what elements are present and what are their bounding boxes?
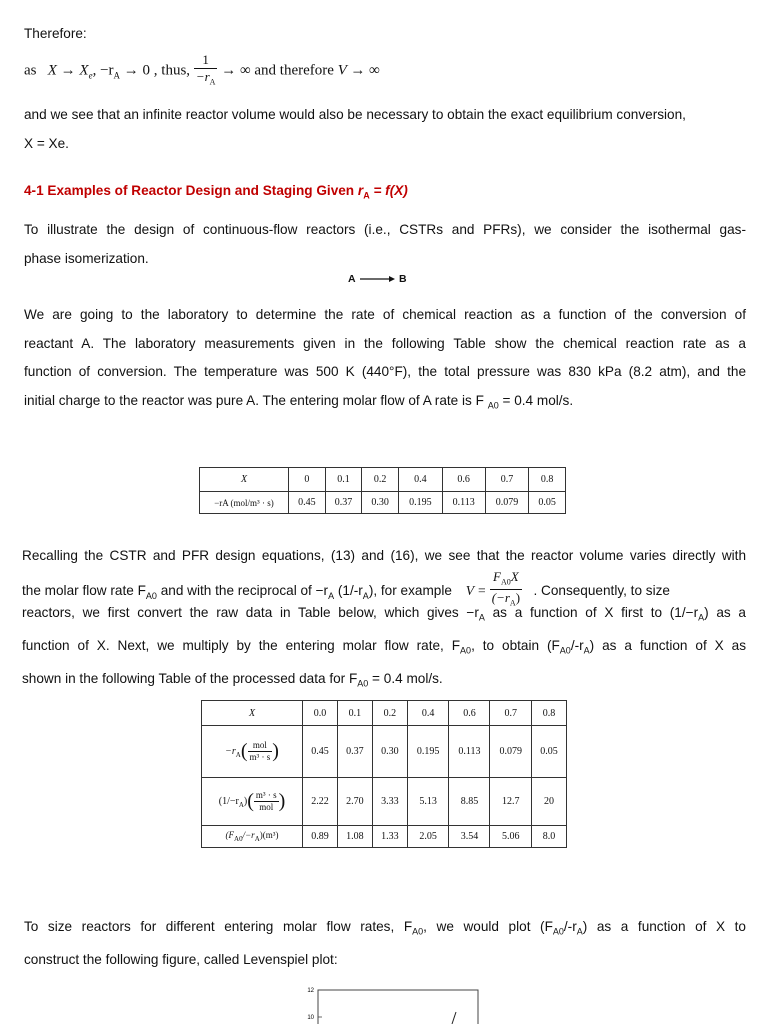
paragraph-laboratory [24,301,746,420]
table2-inv-cell: 3.33 [372,778,407,826]
eq-as: as [24,62,37,79]
recall-l5-b: = 0.4 mol/s. [368,671,443,687]
table2-f-mid: /−r [242,830,255,841]
eq-cond-tail: → 0 , thus, [120,62,191,79]
table2-f-cell: 5.06 [490,826,532,848]
limit-equation [24,52,504,94]
table1-rate-cell: 0.45 [289,492,326,514]
table2-f-cell: 2.05 [407,826,449,848]
table2-inv-sub: A [238,800,244,809]
processed-data-table [201,700,567,848]
table1-x-cell: 0.2 [362,468,399,492]
recall-l4-a: function of X. Next, we multiply by the entering molar flow rate, F [22,638,461,654]
para-infinite-line2: X = Xe. [24,135,69,151]
size-l1-a: To size reactors for different entering molar flow rates, F [24,919,413,934]
eq-v-num: F [493,568,501,584]
table2-f-cell: 3.54 [449,826,490,848]
table1-rate-cell: 0.195 [399,492,443,514]
table1-rate-label: −rA (mol/m³ · s) [200,492,289,514]
size-l2: construct the following figure, called Levenspiel plot: [24,952,338,968]
para-recall-line1: Recalling the CSTR and PFR design equations, (13) and (16), we see that the reactor volume varies directly with [22,548,746,563]
size-l1-sub3: A [576,926,583,937]
table2-inv-cell: 20 [532,778,567,826]
table2-inv-close: ) [243,795,248,807]
table2-inv-cell: 2.70 [337,778,372,826]
eq-v-fraction [490,569,522,611]
eq-frac-den-sub: A [209,77,216,87]
recall-l2-c: (1/-r [334,582,363,598]
table2-rate-sub: A [235,750,241,759]
recall-l3-b: as a function of X first to (1/−r [484,605,699,620]
table2-inv-den: mol [259,802,274,812]
table2-inv-cell: 8.85 [449,778,490,826]
section-heading [24,183,408,201]
size-l1-c: /-r [563,919,577,934]
paragraph-infinite-volume [24,101,746,158]
table2-rate-pre: −r [225,745,236,757]
table1-rate-row [200,492,566,514]
table2-f-cell: 1.33 [372,826,407,848]
table2-rate-cell: 0.113 [449,726,490,778]
eq-cond-sub: e [88,70,93,81]
heading-suffix: = f(X) [369,183,408,198]
table1-rate-cell: 0.05 [529,492,566,514]
table1-x-cell: 0.7 [485,468,529,492]
y-tick-label: 10 [307,1015,314,1021]
table2-f-label [202,826,303,848]
eq-and-therefore: and therefore [254,62,334,79]
design-equation [465,568,526,608]
size-l1-d: ) as a function of X to [582,919,746,934]
table2-x-row [202,701,567,726]
levenspiel-plot [300,982,490,1024]
table2-inv-pre: (1/−r [218,795,239,807]
table2-inv-row [202,778,567,826]
table1-rate-cell: 0.113 [442,492,485,514]
para-illustrate-line2: phase isomerization. [24,250,149,266]
recall-l2-sub2: A [328,590,335,601]
paragraph-illustrate [24,216,746,273]
size-l1-sub: A0 [412,926,424,937]
table2-rate-row [202,726,567,778]
eq-v-arrow: V → ∞ [337,62,380,79]
recall-l5-a: shown in the following Table of the processed data for F [22,671,358,687]
eq-v-den: (−r [491,590,510,606]
para-recall-line2 [22,568,746,608]
recall-l2-d: ), for example [368,582,452,598]
recall-l2-e: . Consequently, to size [533,582,670,598]
table2-inv-cell: 2.22 [303,778,338,826]
eq-v-num-x: X [510,568,519,584]
recall-l3-c: ) as a [704,605,746,620]
para-illustrate-line1: To illustrate the design of continuous-flow reactors (i.e., CSTRs and PFRs), we consider the isothermal gas- [24,222,746,237]
table1-rate-cell: 0.37 [325,492,362,514]
rate-data-table [199,467,566,514]
table1-rate-cell: 0.079 [485,492,529,514]
paragraph-size-reactors [24,913,746,975]
therefore-label: Therefore: [24,26,87,41]
eq-v-den-sub: A [509,598,516,608]
recall-l4-sub3: A [583,645,590,656]
recall-l2-sub3: A [362,590,369,601]
table2-f-pre: (F [225,830,235,841]
reaction-equation [348,273,407,285]
table2-inv-num: m³ · s [255,790,277,800]
table2-f-sub2: A [254,834,260,843]
recall-l4-d: ) as a function of X as [589,638,746,654]
para-infinite-line1: and we see that an infinite reactor volume would also be necessary to obtain the exact equilibrium conversion, [24,107,686,122]
table1-x-cell: 0.8 [529,468,566,492]
recall-l4-sub2: A0 [559,645,571,656]
series-line-segment [452,1012,456,1024]
recall-l4-c: /-r [570,638,584,654]
paragraph-recall [22,542,746,699]
table2-x-cell: 0.4 [407,701,449,726]
table2-rate-cell: 0.195 [407,726,449,778]
table2-rate-label: $-r_A$( $\frac{\text{mol}}{\text{m³ · s}}$ ) [202,726,303,778]
para-lab-line4-sub: A0 [487,400,499,411]
table1-x-cell: 0.4 [399,468,443,492]
eq-v-label: V = [465,582,487,598]
table1-x-cell: 0 [289,468,326,492]
eq-cond-rest: , −r [92,62,114,79]
table2-f-cell: 0.89 [303,826,338,848]
table2-rate-den: m³ · s [249,752,271,762]
eq-frac-num: 1 [194,52,218,69]
eq-cond: X → X [47,62,89,79]
table2-f-cell: 1.08 [337,826,372,848]
table2-x-cell: 0.1 [337,701,372,726]
para-lab-line1: We are going to the laboratory to determine the rate of chemical reaction as a function of the conversion of [24,307,746,322]
recall-l3-sub: A [478,612,485,623]
eq-v-den-close: ) [515,590,521,606]
table2-x-cell: 0.7 [490,701,532,726]
eq-cond-sub2: A [113,70,121,81]
table2-x-cell: 0.2 [372,701,407,726]
eq-arrow: → ∞ [221,62,251,79]
table1-x-row [200,468,566,492]
recall-l4-sub: A0 [460,645,472,656]
heading-r-sub: A [363,190,370,201]
recall-l5-sub: A0 [357,679,369,690]
reaction-reactant: A [348,273,356,285]
table2-x-cell: 0.6 [449,701,490,726]
table2-x-cell: 0.8 [532,701,567,726]
reaction-product: B [399,273,407,285]
table2-x-cell: 0.0 [303,701,338,726]
table2-rate-cell: 0.37 [337,726,372,778]
table1-x-cell: 0.6 [442,468,485,492]
eq-fraction [194,52,218,91]
table2-f-close: )(m³) [259,830,279,841]
recall-l2-sub1: A0 [145,590,157,601]
para-lab-line3: function of conversion. The temperature was 500 K (440°F), the total pressure was 830 kPa (8.2 atm), and the [24,364,746,379]
table2-rate-cell: 0.05 [532,726,567,778]
table2-rate-cell: 0.30 [372,726,407,778]
para-lab-line4-post: = 0.4 mol/s. [498,392,574,408]
reaction-arrow-icon [358,275,396,283]
recall-l2-b: and with the reciprocal of −r [156,582,329,598]
table2-f-row [202,826,567,848]
size-l1-sub2: A0 [552,926,564,937]
eq-v-num-sub: A0 [501,577,511,587]
table2-inv-label: $(1/-r_A)$( $\frac{\text{m³ · s}}{\text{mol}}$ ) [202,778,303,826]
table2-rate-num: mol [248,740,273,752]
para-lab-line4: initial charge to the reactor was pure A. The entering molar flow of A rate is F [24,392,488,408]
size-l1-b: , we would plot (F [423,919,553,934]
recall-l3-a: reactors, we first convert the raw data in Table below, which gives −r [22,605,479,620]
recall-l2-a: the molar flow rate F [22,582,146,598]
recall-l4-b: , to obtain (F [471,638,560,654]
table2-inv-cell: 5.13 [407,778,449,826]
table1-x-cell: 0.1 [325,468,362,492]
eq-frac-den: −r [195,69,210,84]
table2-rate-cell: 0.079 [490,726,532,778]
para-lab-line2: reactant A. The laboratory measurements given in the following Table show the chemical reaction rate as a [24,335,746,351]
table1-x-label: X [240,474,248,485]
heading-r: r [357,183,364,198]
table1-rate-cell: 0.30 [362,492,399,514]
recall-l3-sub2: A [698,612,705,623]
table2-inv-cell: 12.7 [490,778,532,826]
table2-f-sub: A0 [234,834,243,843]
table2-rate-cell: 0.45 [303,726,338,778]
table2-f-cell: 8.0 [532,826,567,848]
y-tick-label: 12 [307,988,314,994]
table2-x-label: X [248,707,256,719]
heading-prefix: 4-1 Examples of Reactor Design and Staging Given [24,183,358,198]
